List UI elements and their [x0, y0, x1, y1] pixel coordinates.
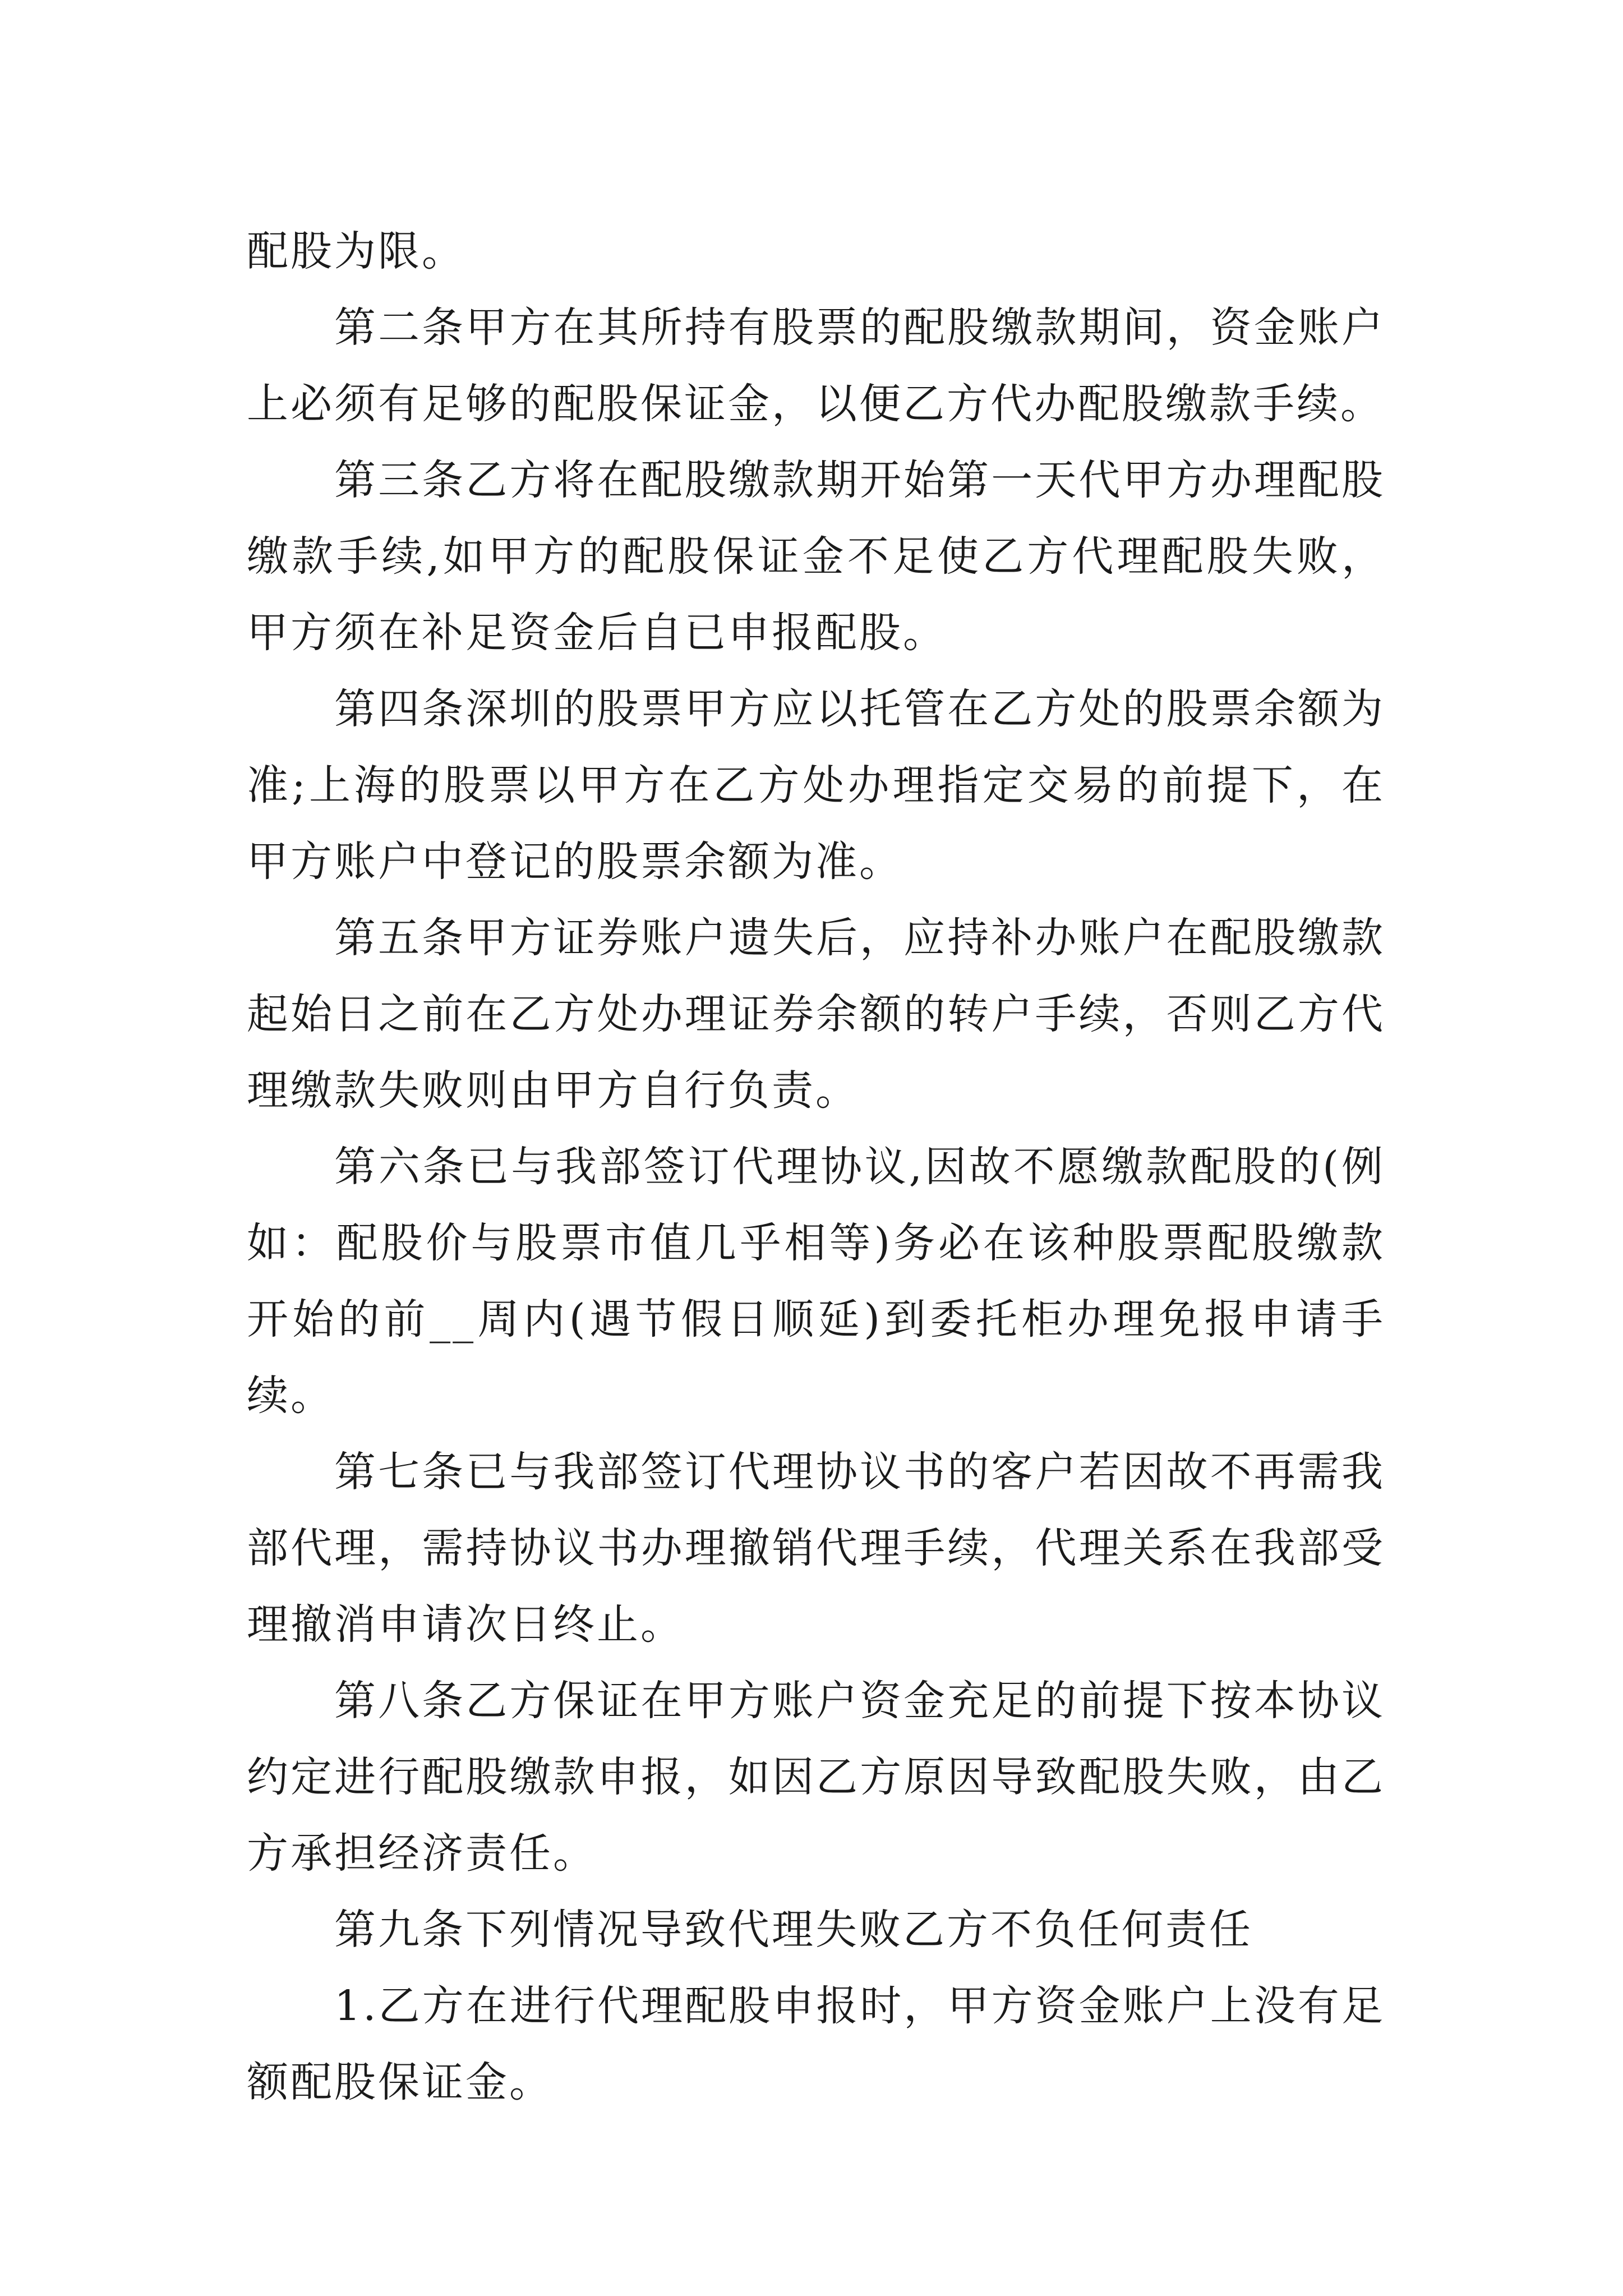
paragraph-article-8: 第八条乙方保证在甲方账户资金充足的前提下按本协议约定进行配股缴款申报，如因乙方原因导致配股失败，由乙方承担经济责任。 [247, 1677, 1385, 1878]
paragraph-continuation: 配股为限。 [247, 227, 465, 275]
paragraph-article-3: 第三条乙方将在配股缴款期开始第一天代甲方办理配股缴款手续,如甲方的配股保证金不足使乙方代理配股失败，甲方须在补足资金后自已申报配股。 [247, 456, 1385, 657]
paragraph-article-2: 第二条甲方在其所持有股票的配股缴款期间，资金账户上必须有足够的配股保证金，以便乙方代办配股缴款手续。 [247, 303, 1385, 428]
document-body [247, 213, 1385, 2120]
paragraph-article-9: 第九条下列情况导致代理失败乙方不负任何责任 [334, 1906, 1253, 1954]
paragraph-article-7: 第七条已与我部签订代理协议书的客户若因故不再需我部代理，需持协议书办理撤销代理手续，代理关系在我部受理撤消申请次日终止。 [247, 1448, 1385, 1649]
paragraph-item-1: 1.乙方在进行代理配股申报时，甲方资金账户上没有足额配股保证金。 [247, 1982, 1385, 2106]
paragraph-article-6: 第六条已与我部签订代理协议,因故不愿缴款配股的(例如：配股价与股票市值几乎相等)务必在该种股票配股缴款开始的前__周内(遇节假日顺延)到委托柜办理免报申请手续。 [247, 1143, 1385, 1420]
paragraph-article-4: 第四条深圳的股票甲方应以托管在乙方处的股票余额为准;上海的股票以甲方在乙方处办理指定交易的前提下，在甲方账户中登记的股票余额为准。 [247, 685, 1385, 886]
paragraph-article-5: 第五条甲方证券账户遗失后，应持补办账户在配股缴款起始日之前在乙方处办理证券余额的转户手续，否则乙方代理缴款失败则由甲方自行负责。 [247, 914, 1385, 1115]
